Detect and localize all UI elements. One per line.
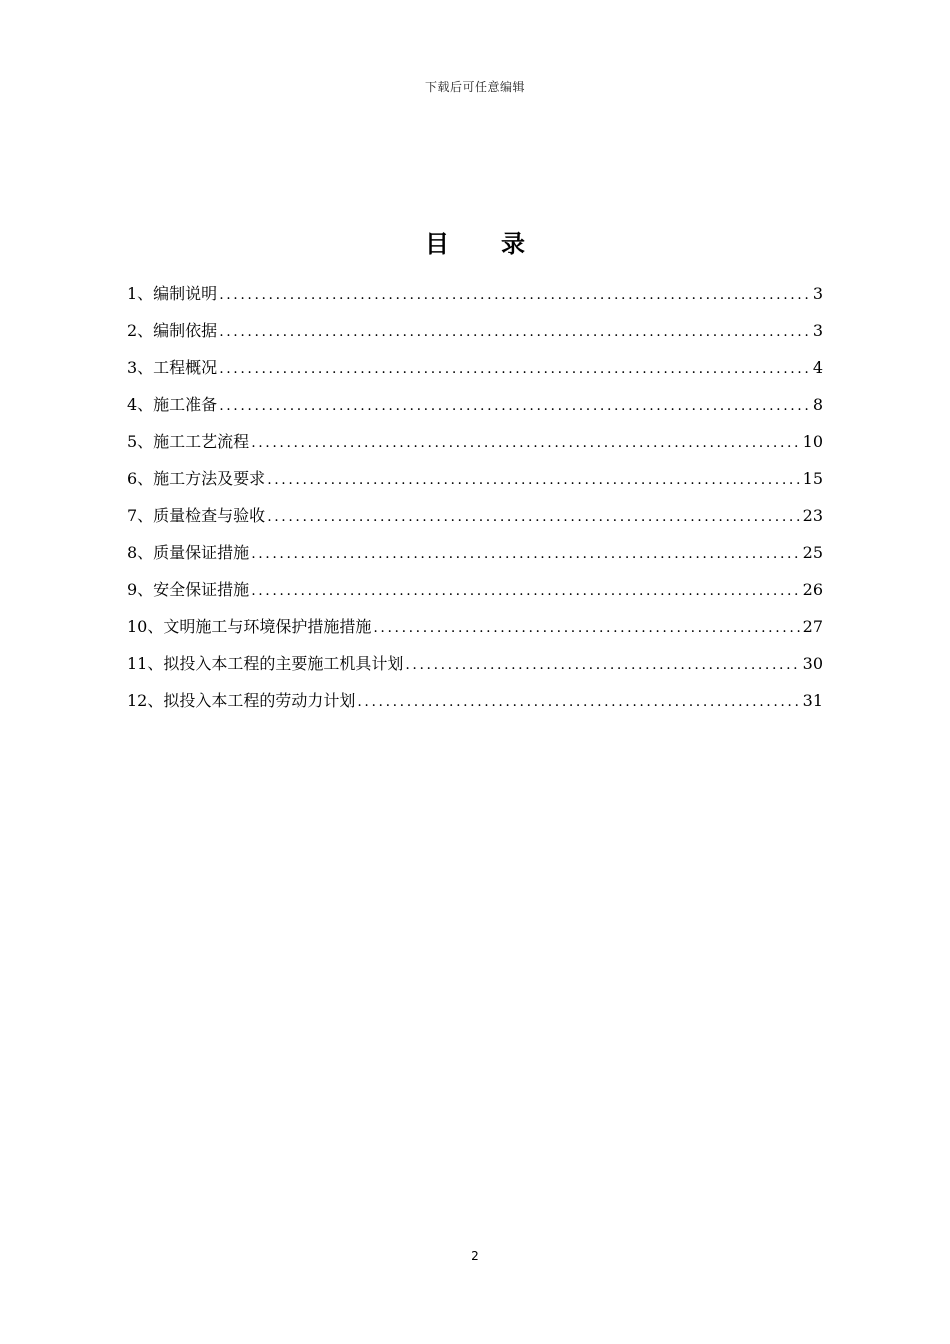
toc-entry-label: 12、拟投入本工程的劳动力计划 xyxy=(127,691,356,710)
header-note: 下载后可任意编辑 xyxy=(424,80,525,94)
toc-entry[interactable] xyxy=(127,319,823,356)
toc-entry-page: 25 xyxy=(802,543,823,562)
toc-entry-label: 3、工程概况 xyxy=(127,358,218,377)
toc-dot-leader xyxy=(219,320,811,344)
toc-entry-page: 3 xyxy=(812,284,823,303)
toc-entry-label: 7、质量检查与验收 xyxy=(127,506,266,525)
toc-entry[interactable] xyxy=(127,504,823,541)
toc-entry-label: 6、施工方法及要求 xyxy=(127,469,266,488)
toc-entry-label: 5、施工工艺流程 xyxy=(127,432,250,451)
page-number: 2 xyxy=(471,1249,479,1263)
toc-entry[interactable] xyxy=(127,689,823,726)
toc-entry-page: 3 xyxy=(812,321,823,340)
toc-entry-label: 11、拟投入本工程的主要施工机具计划 xyxy=(127,654,404,673)
toc-entry-label: 2、编制依据 xyxy=(127,321,218,340)
toc-dot-leader xyxy=(219,394,811,418)
toc-entry-page: 10 xyxy=(802,432,823,451)
toc-entry-page: 26 xyxy=(802,580,823,599)
toc-dot-leader xyxy=(251,542,800,566)
toc-entry-page: 23 xyxy=(802,506,823,525)
toc-dot-leader xyxy=(373,616,800,640)
toc-title xyxy=(0,224,950,259)
toc-dot-leader xyxy=(267,468,800,492)
toc-dot-leader xyxy=(251,579,800,603)
toc-list xyxy=(127,282,823,726)
toc-title-char-1: 目 xyxy=(425,230,449,258)
toc-entry[interactable] xyxy=(127,467,823,504)
toc-dot-leader xyxy=(357,690,800,714)
toc-entry[interactable] xyxy=(127,430,823,467)
toc-entry-page: 8 xyxy=(812,395,823,414)
toc-entry[interactable] xyxy=(127,282,823,319)
toc-entry-page: 31 xyxy=(802,691,823,710)
toc-dot-leader xyxy=(219,357,811,381)
toc-entry-label: 10、文明施工与环境保护措施措施 xyxy=(127,617,372,636)
toc-entry[interactable] xyxy=(127,356,823,393)
toc-entry[interactable] xyxy=(127,541,823,578)
toc-dot-leader xyxy=(219,283,811,307)
toc-entry-page: 4 xyxy=(812,358,823,377)
toc-entry-label: 4、施工准备 xyxy=(127,395,218,414)
toc-entry[interactable] xyxy=(127,393,823,430)
toc-entry[interactable] xyxy=(127,652,823,689)
toc-entry-label: 1、编制说明 xyxy=(127,284,218,303)
toc-entry-page: 15 xyxy=(802,469,823,488)
toc-entry[interactable] xyxy=(127,615,823,652)
toc-dot-leader xyxy=(267,505,800,529)
toc-entry-page: 27 xyxy=(802,617,823,636)
toc-dot-leader xyxy=(405,653,800,677)
toc-title-char-2: 录 xyxy=(501,230,525,258)
toc-dot-leader xyxy=(251,431,800,455)
toc-entry-label: 8、质量保证措施 xyxy=(127,543,250,562)
toc-entry[interactable] xyxy=(127,578,823,615)
toc-entry-page: 30 xyxy=(802,654,823,673)
toc-entry-label: 9、安全保证措施 xyxy=(127,580,250,599)
